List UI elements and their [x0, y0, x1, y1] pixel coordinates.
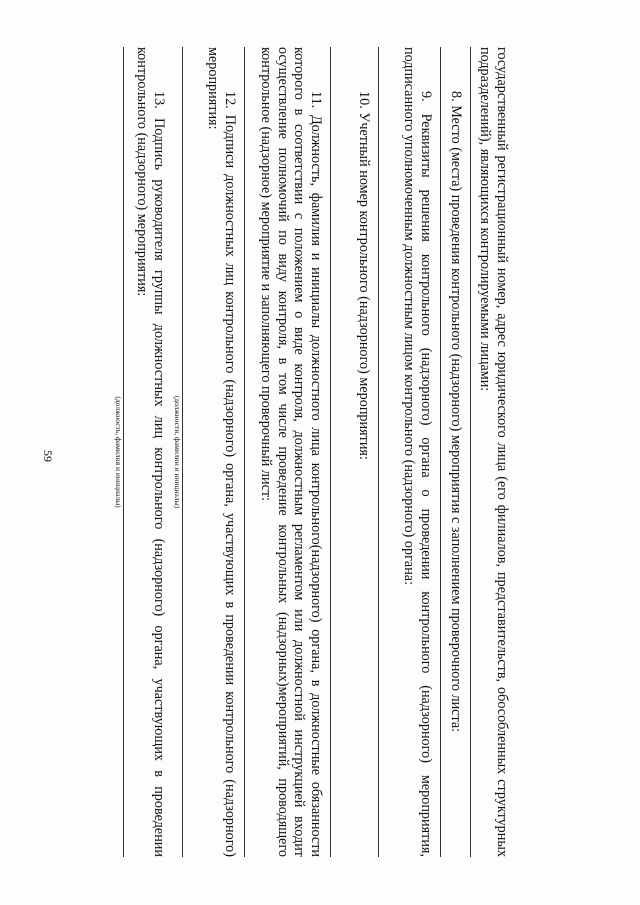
intro-paragraph: государственный регистрационный номер, адрес юридического лица (его филиалов, представительств, обособленных структурных подразделений), являющихся контролируемыми лицами:	[470, 47, 510, 857]
item-12-text: 12. Подписи должностных лиц контрольного (надзорного) органа, участвующих в проведении контрольного (надзорного) мероприятия:	[205, 47, 238, 857]
item-10-text: 10. Учетный номер контрольного (надзорного) мероприятия:	[355, 91, 372, 460]
item-13-text: 13. Подпись руководителя группы должностных лиц контрольного (надзорного) органа, участвующих в проведении контрольного (надзорного) мероприятия:	[134, 47, 167, 857]
item-13	[123, 47, 173, 857]
item-11	[244, 47, 330, 857]
item-12-caption: (должности, фамилии и инициалы)	[172, 395, 182, 509]
item-11-text: 11. Должность, фамилия и инициалы должностного лица контрольного(надзорного) органа, в должностные обязанности которого в соответствии с положением о виде контроля, должностным регламентом или должностной инструкцией входит осуществление полномочий по виду контроля, в том числе проведение контрольных (надзорных)мероприятий, проводящего контрольное (надзорное) мероприятие и заполняющего проверочный лист:	[258, 47, 324, 857]
item-8-text: 8. Место (места) проведения контрольного (надзорного) мероприятия с заполнением проверочного листа:	[447, 91, 464, 733]
page-number: 59	[41, 450, 55, 462]
item-10	[330, 47, 378, 857]
item-8	[440, 47, 470, 857]
item-9	[378, 47, 440, 857]
item-9-text: 9. Реквизиты решения контрольного (надзорного) органа о проведении контрольного (надзорного) мероприятия, подписанного уполномоченным должностным лицом контрольного (надзорного) органа:	[401, 47, 434, 857]
item-13-caption: (должность, фамилия и инициалы)	[113, 396, 123, 508]
document-content	[113, 47, 510, 857]
item-12	[182, 47, 244, 857]
